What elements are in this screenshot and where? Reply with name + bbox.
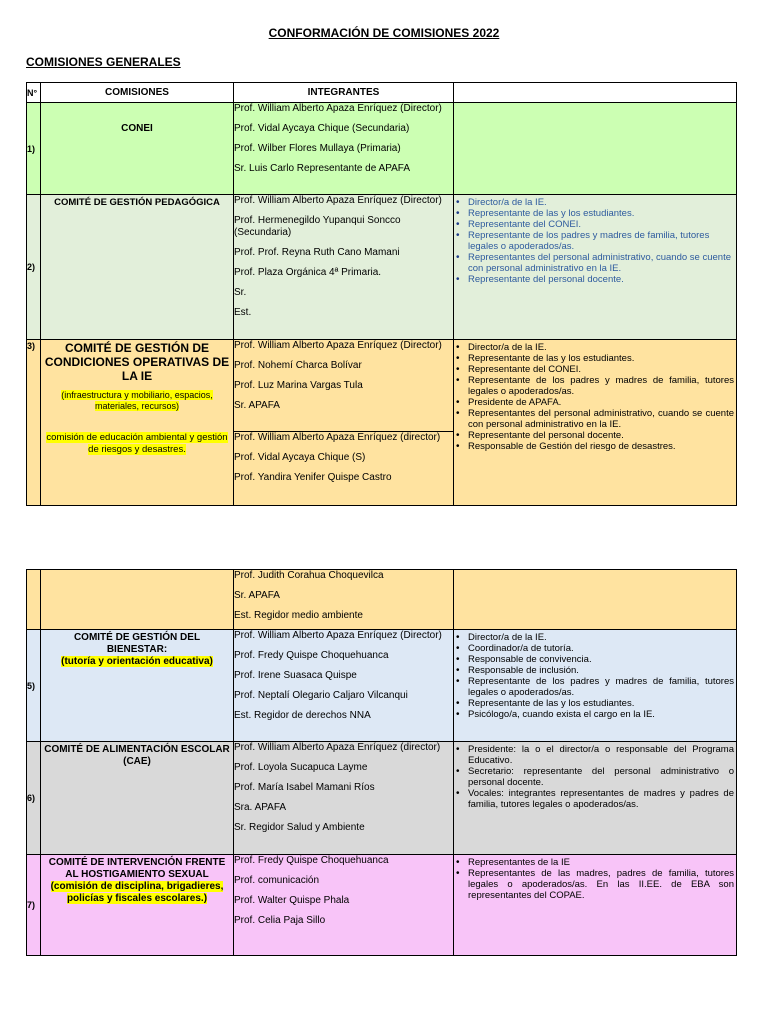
table-row-alimentacion-escolar [27,742,737,855]
member-item: Prof. William Alberto Apaza Enríquez (Director) [234,195,442,206]
function-item: • Representante de las y los estudiantes. [468,353,734,364]
member-item: Est. Regidor de derechos NNA [234,710,371,721]
header-commissions: COMISIONES [41,83,234,103]
row-number: 3) [27,340,41,506]
function-item: • Secretario: representante del personal administrativo o personal docente. [468,766,734,788]
commission-name-text: COMITÉ DE GESTIÓN DEL BIENESTAR: [73,632,201,655]
commission-name [41,630,234,742]
commissions-table-page-1 [26,82,737,506]
commission-note: (comisión de disciplina, brigadieres, policías y fiscales escolares.) [50,881,224,904]
member-item: Est. Regidor medio ambiente [234,610,363,621]
members-cell [234,103,454,195]
function-item: • Responsable de inclusión. [468,665,734,676]
sub-commission-name [41,432,234,506]
functions-list [454,340,736,454]
member-item: Prof. Judith Corahua Choquevilca [234,570,384,581]
functions-list [454,855,736,903]
member-item: Sra. APAFA [234,802,287,813]
members-cell [234,630,454,742]
member-item: Prof. Nohemí Charca Bolívar [234,360,362,371]
functions-cell [454,103,737,195]
member-item: Prof. Vidal Aycaya Chique (Secundaria) [234,123,410,134]
functions-cell [454,855,737,956]
function-item: • Representante de los padres y madres de familia, tutores legales o apoderados/as. [468,230,734,252]
function-item: • Representantes del personal administrativo, cuando se cuente con personal administrativo en la IE. [468,252,734,274]
function-item: • Representante del CONEI. [468,219,734,230]
function-item: • Representante del personal docente. [468,430,734,441]
function-item: • Presidente: la o el director/a o responsable del Programa Educativo. [468,744,734,766]
member-item: Prof. Loyola Sucapuca Layme [234,762,368,773]
section-subtitle: COMISIONES GENERALES [26,55,181,69]
function-item: • Presidente de APAFA. [468,397,734,408]
member-item: Prof. Hermenegildo Yupanqui Soncco (Secundaria) [234,215,401,238]
member-item: Prof. Celia Paja Sillo [234,915,326,926]
header-functions [454,83,737,103]
function-item: • Responsable de convivencia. [468,654,734,665]
table-row-gestion-pedagogica [27,195,737,340]
table-row-bienestar [27,630,737,742]
commission-name [41,570,234,630]
function-item: • Representantes de las madres, padres de familia, tutores legales o apoderados/as. En las II.EE. de EBA son representantes del COPAE. [468,868,734,901]
members-cell [234,742,454,855]
member-item: Prof. William Alberto Apaza Enríquez (Director) [234,103,442,114]
function-item: • Director/a de la IE. [468,632,734,643]
function-item: • Coordinador/a de tutoría. [468,643,734,654]
row-number: 2) [27,195,41,340]
function-item: • Representante de los padres y madres de familia, tutores legales o apoderados/as. [468,676,734,698]
header-members: INTEGRANTES [234,83,454,103]
member-item: Prof. William Alberto Apaza Enríquez (Director) [234,630,442,641]
member-item: Prof. Fredy Quispe Choquehuanca [234,650,389,661]
member-item: Prof. William Alberto Apaza Enríquez (director) [234,432,441,443]
member-item: Sr. [234,287,247,298]
member-item: Prof. Vidal Aycaya Chique (S) [234,452,366,463]
member-item: Sr. APAFA [234,590,280,601]
functions-cell [454,340,737,506]
member-item: Sr. Luis Carlo Representante de APAFA [234,163,411,174]
member-item: Prof. Plaza Orgánica 4ª Primaria. [234,267,382,278]
members-cell [234,855,454,956]
commission-note: (infraestructura y mobiliario, espacios, materiales, recursos) [61,390,213,411]
document-title: CONFORMACIÓN DE COMISIONES 2022 [268,26,500,40]
functions-list [454,630,736,722]
member-item: Prof. Wilber Flores Mullaya (Primaria) [234,143,401,154]
functions-list [454,195,736,287]
member-item: Sr. APAFA [234,400,280,411]
commissions-table-page-2 [26,569,737,956]
members-cell [234,340,454,432]
member-item: Prof. William Alberto Apaza Enríquez (director) [234,742,441,753]
commission-name: COMITÉ DE ALIMENTACIÓN ESCOLAR (CAE) [41,742,234,855]
members-cell [234,570,454,630]
member-item: Prof. comunicación [234,875,320,886]
function-item: • Representante de las y los estudiantes. [468,698,734,709]
commission-name [41,340,234,432]
members-cell [234,195,454,340]
member-item: Prof. Luz Marina Vargas Tula [234,380,363,391]
member-item: Est. [234,307,252,318]
functions-list [454,742,736,812]
function-item: • Representantes del personal administrativo, cuando se cuente con personal administrativo en la IE. [468,408,734,430]
functions-cell [454,570,737,630]
member-item: Prof. Yandira Yenifer Quispe Castro [234,472,392,483]
function-item: • Representantes de la IE [468,857,734,868]
function-item: • Director/a de la IE. [468,342,734,353]
commission-name [41,855,234,956]
member-item: Prof. Irene Suasaca Quispe [234,670,357,681]
member-item: Prof. María Isabel Mamani Ríos [234,782,375,793]
commission-name-text: CONEI [121,123,153,134]
sub-commission-name-text: comisión de educación ambiental y gestión de riesgos y desastres. [46,431,228,455]
functions-cell [454,630,737,742]
header-num: N° [27,83,41,103]
member-item: Prof. William Alberto Apaza Enríquez (Director) [234,340,442,351]
commission-name-text: COMITÉ DE INTERVENCIÓN FRENTE AL HOSTIGAMIENTO SEXUAL [48,857,226,880]
functions-cell [454,195,737,340]
table-header-row [27,83,737,103]
function-item: • Representante de las y los estudiantes. [468,208,734,219]
function-item: • Vocales: integrantes representantes de madres y padres de familia, tutores legales o apoderados/as. [468,788,734,810]
function-item: • Director/a de la IE. [468,197,734,208]
table-row-condiciones-continuation [27,570,737,630]
member-item: Prof. Walter Quispe Phala [234,895,350,906]
row-number [27,570,41,630]
function-item: • Representante del CONEI. [468,364,734,375]
table-row-hostigamiento-sexual [27,855,737,956]
row-number: 5) [27,630,41,742]
table-row-condiciones-operativas [27,340,737,432]
row-number: 6) [27,742,41,855]
function-item: • Responsable de Gestión del riesgo de desastres. [468,441,734,452]
table-row-conei [27,103,737,195]
functions-cell [454,742,737,855]
function-item: • Representante de los padres y madres de familia, tutores legales o apoderados/as. [468,375,734,397]
members-cell [234,432,454,506]
member-item: Prof. Prof. Reyna Ruth Cano Mamani [234,247,400,258]
row-number: 7) [27,855,41,956]
function-item: • Psicólogo/a, cuando exista el cargo en la IE. [468,709,734,720]
member-item: Prof. Neptalí Olegario Caljaro Vilcanqui [234,690,408,701]
member-item: Prof. Fredy Quispe Choquehuanca [234,855,389,866]
member-item: Sr. Regidor Salud y Ambiente [234,822,365,833]
commission-name: COMITÉ DE GESTIÓN PEDAGÓGICA [41,195,234,340]
commission-name [41,103,234,195]
commission-name-text: COMITÉ DE GESTIÓN DE CONDICIONES OPERATIVAS DE LA IE [44,341,230,383]
function-item: • Representante del personal docente. [468,274,734,285]
commission-note: (tutoría y orientación educativa) [61,656,213,667]
row-number: 1) [27,103,41,195]
